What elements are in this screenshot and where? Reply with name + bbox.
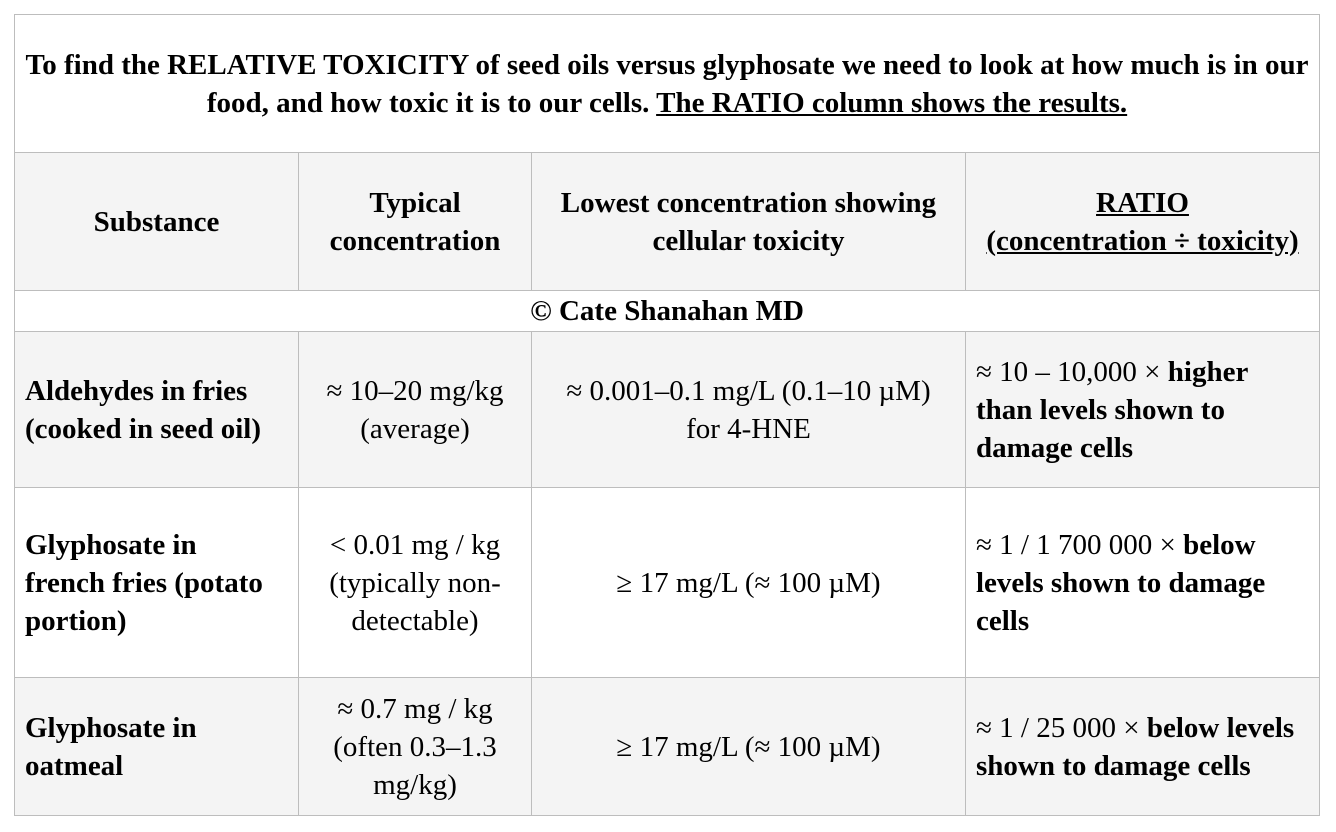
intro-underlined: The RATIO column shows the results. — [656, 86, 1128, 119]
header-row — [15, 153, 1320, 291]
substance-line: portion) — [25, 604, 127, 637]
ratio-cell — [966, 488, 1320, 678]
typical-line: ≈ 10–20 mg/kg — [326, 374, 504, 407]
typical-cell — [299, 332, 532, 488]
ratio-value: ≈ 10 – 10,000 × — [976, 355, 1168, 388]
header-lowest-line1: Lowest concentration showing — [560, 186, 937, 219]
substance-cell — [15, 488, 299, 678]
table-row — [15, 488, 1320, 678]
ratio-description: higher than levels shown to damage cells — [976, 355, 1248, 464]
typical-line: ≈ 0.7 mg / kg — [337, 692, 493, 725]
table-row — [15, 678, 1320, 816]
typical-line: (average) — [360, 412, 470, 445]
substance-line: (cooked in seed oil) — [25, 412, 262, 445]
header-typical — [299, 153, 532, 291]
ratio-description: below levels shown to damage cells — [976, 528, 1266, 637]
header-substance — [15, 153, 299, 291]
header-typical-line1: Typical — [369, 186, 461, 219]
copyright-row — [15, 291, 1320, 332]
lowest-cell — [532, 332, 966, 488]
header-substance-label: Substance — [93, 205, 220, 238]
substance-line: Glyphosate in — [25, 711, 197, 744]
ratio-cell — [966, 332, 1320, 488]
lowest-line: ≥ 17 mg/L (≈ 100 µM) — [616, 566, 881, 599]
lowest-cell — [532, 488, 966, 678]
substance-line: Aldehydes in fries — [25, 374, 248, 407]
ratio-description: below levels shown to damage cells — [976, 711, 1295, 782]
substance-cell — [15, 678, 299, 816]
typical-line: < 0.01 mg / kg — [329, 528, 501, 561]
lowest-line: ≥ 17 mg/L (≈ 100 µM) — [616, 730, 881, 763]
lowest-line: for 4-HNE — [686, 412, 811, 445]
intro-sentence: To find the RELATIVE TOXICITY of seed oils versus glyphosate we need to look at how much is in our food, and how toxic it is to our cells. — [25, 48, 1309, 119]
lowest-line: ≈ 0.001–0.1 mg/L (0.1–10 µM) — [566, 374, 931, 407]
header-ratio-line1: RATIO — [1096, 186, 1189, 219]
intro-text — [15, 15, 1320, 153]
substance-line: french fries (potato — [25, 566, 263, 599]
header-ratio-line2: (concentration ÷ toxicity) — [986, 224, 1299, 257]
substance-line: Glyphosate in — [25, 528, 197, 561]
ratio-value: ≈ 1 / 25 000 × — [976, 711, 1147, 744]
typical-line: (typically non- — [329, 566, 501, 599]
substance-cell — [15, 332, 299, 488]
header-typical-line2: concentration — [329, 224, 501, 257]
ratio-cell — [966, 678, 1320, 816]
lowest-cell — [532, 678, 966, 816]
ratio-value: ≈ 1 / 1 700 000 × — [976, 528, 1184, 561]
toxicity-table — [14, 14, 1320, 816]
typical-line: (often 0.3–1.3 — [333, 730, 497, 763]
intro-row — [15, 15, 1320, 153]
header-lowest-line2: cellular toxicity — [652, 224, 845, 257]
header-lowest — [532, 153, 966, 291]
substance-line: oatmeal — [25, 749, 124, 782]
typical-line: detectable) — [351, 604, 479, 637]
typical-cell — [299, 678, 532, 816]
typical-line: mg/kg) — [373, 768, 457, 801]
typical-cell — [299, 488, 532, 678]
table-row — [15, 332, 1320, 488]
copyright-text: © Cate Shanahan MD — [15, 291, 1320, 332]
header-ratio — [966, 153, 1320, 291]
